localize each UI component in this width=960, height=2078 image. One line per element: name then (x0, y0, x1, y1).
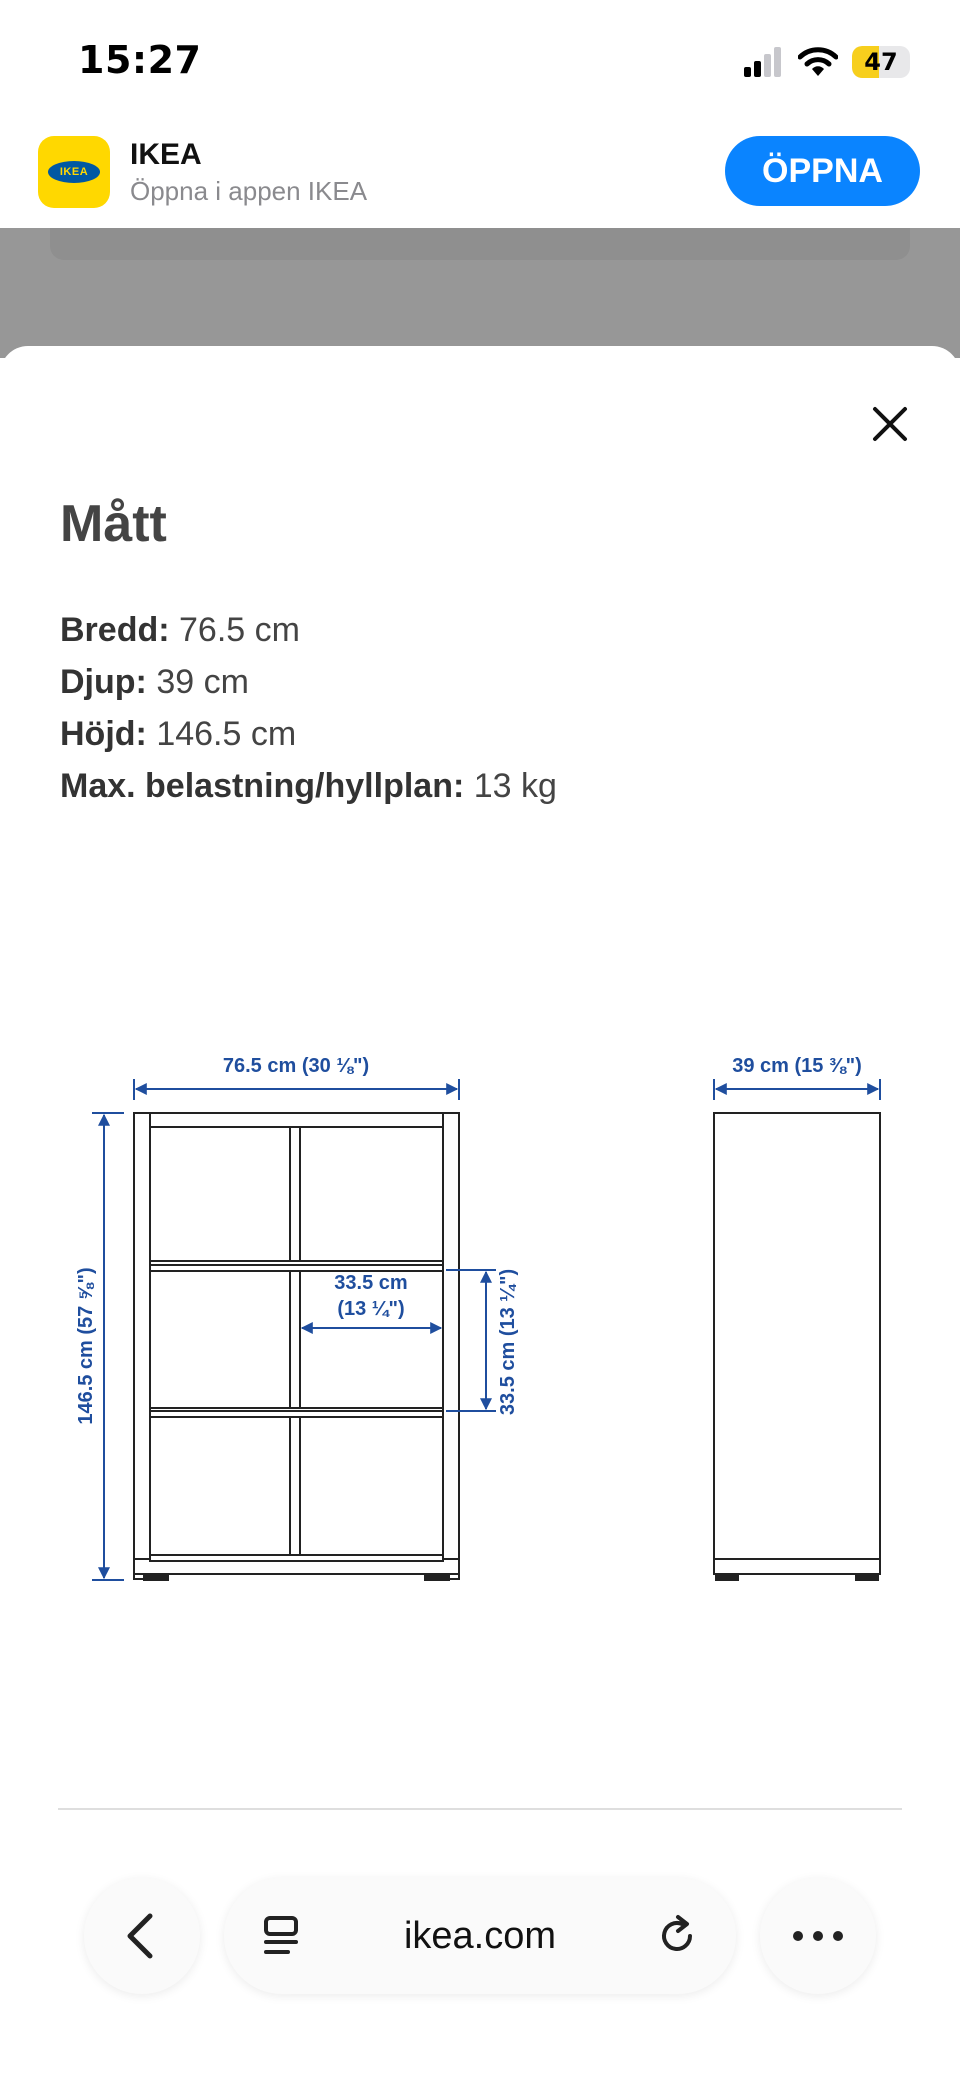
front-shelf-b (150, 1411, 443, 1417)
side-depth-label: 39 cm (15 ⅜") (732, 1055, 862, 1077)
status-time: 15:27 (78, 38, 202, 82)
dimension-diagram (0, 886, 960, 1996)
side-view (714, 1113, 880, 1580)
spec-value: 146.5 cm (156, 715, 297, 753)
status-bar (0, 0, 960, 122)
address-bar[interactable] (224, 1878, 736, 1994)
divider (58, 1808, 902, 1810)
spec-label: Djup: (60, 663, 147, 701)
close-icon (872, 406, 908, 442)
browser-toolbar (0, 1858, 960, 2018)
smart-app-banner (0, 122, 960, 228)
spec-row-width (60, 604, 557, 656)
more-button[interactable] (760, 1878, 876, 1994)
front-view (134, 1113, 459, 1580)
front-left-side (134, 1113, 150, 1579)
front-foot-left (144, 1574, 168, 1580)
front-width-dimension (134, 1079, 459, 1100)
status-icons (744, 42, 910, 82)
front-shelf-a (150, 1265, 443, 1271)
spec-value: 39 cm (156, 663, 249, 701)
spec-value: 13 kg (473, 767, 557, 805)
battery-level: 47 (864, 48, 898, 76)
app-name: IKEA (130, 138, 202, 171)
sheet-title: Mått (60, 495, 167, 553)
spec-label: Höjd: (60, 715, 147, 753)
height-label: 146.5 cm (57 ⅝") (75, 1267, 97, 1425)
app-subtitle: Öppna i appen IKEA (130, 176, 368, 206)
url-text: ikea.com (403, 1914, 557, 1957)
side-foot-right (856, 1574, 878, 1580)
cube-width-label-line2: (13 ¼") (337, 1298, 405, 1320)
front-foot-right (425, 1574, 449, 1580)
front-center-divider (290, 1127, 300, 1559)
side-body (714, 1113, 880, 1574)
more-icon (792, 1930, 844, 1942)
spec-row-max-load (60, 760, 557, 812)
signal-icon (744, 47, 784, 77)
wifi-icon (798, 47, 838, 77)
spec-list (60, 604, 557, 812)
front-width-label: 76.5 cm (30 ⅛") (222, 1055, 370, 1077)
close-button[interactable] (860, 394, 920, 454)
dimensions-sheet (0, 346, 960, 2078)
dimmed-backdrop[interactable] (0, 228, 960, 358)
backdrop-card (50, 228, 910, 260)
side-bottom-panel (714, 1559, 880, 1574)
front-top-panel (134, 1113, 459, 1127)
spec-value: 76.5 cm (179, 611, 300, 649)
side-depth-dimension (714, 1079, 880, 1100)
reload-icon[interactable] (656, 1914, 700, 1958)
side-foot-left (716, 1574, 738, 1580)
spec-label: Max. belastning/hyllplan: (60, 767, 465, 805)
ikea-logo: IKEA (48, 161, 100, 183)
spec-row-height (60, 708, 557, 760)
battery-icon (852, 46, 910, 78)
front-right-side (443, 1113, 459, 1579)
cube-width-label-line1: 33.5 cm (334, 1272, 408, 1294)
chevron-left-icon (122, 1912, 162, 1960)
back-button[interactable] (84, 1878, 200, 1994)
spec-row-depth (60, 656, 557, 708)
ikea-app-icon (38, 136, 110, 208)
spec-label: Bredd: (60, 611, 170, 649)
cube-height-label: 33.5 cm (13 ¼") (497, 1268, 519, 1416)
open-app-button[interactable]: ÖPPNA (725, 136, 920, 206)
front-shelf-3 (150, 1555, 443, 1561)
